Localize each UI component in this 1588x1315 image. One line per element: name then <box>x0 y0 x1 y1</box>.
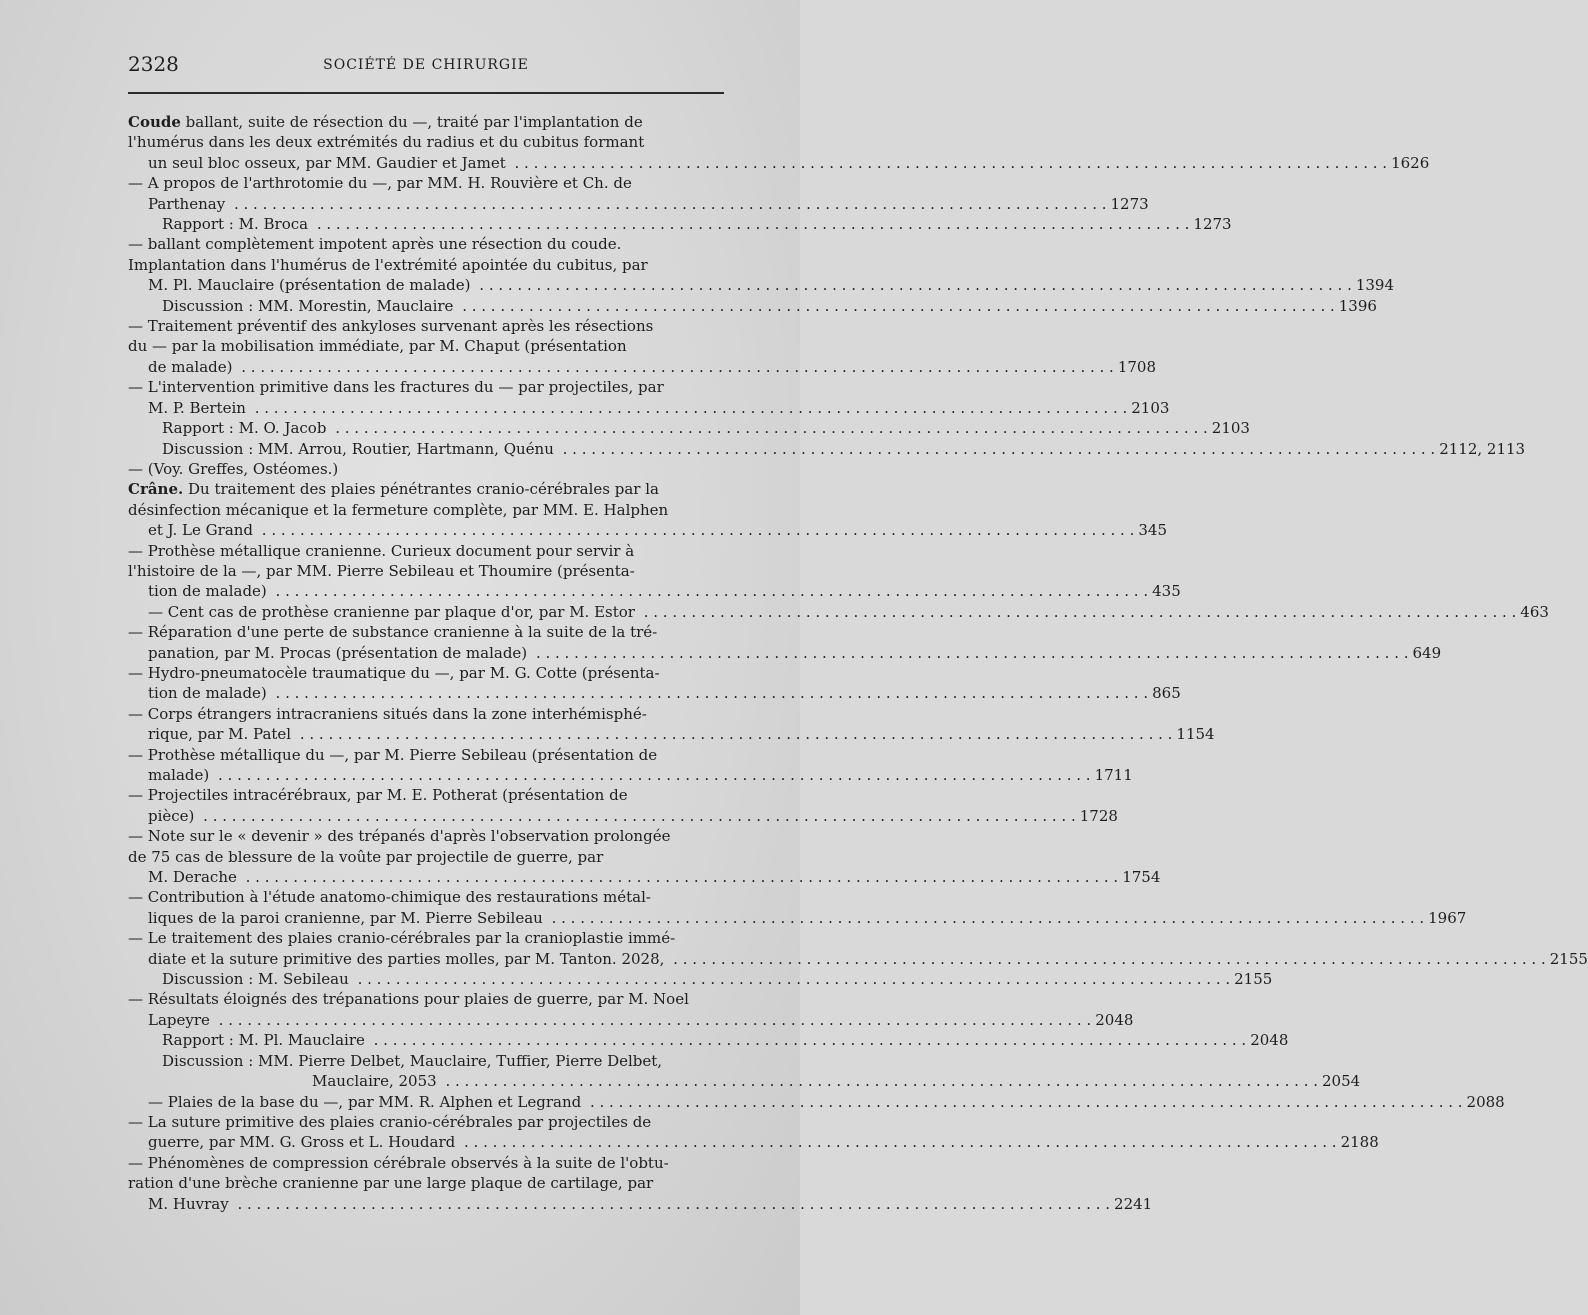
entry-text-line: — La suture primitive des plaies cranio-cérébrales par projectiles de <box>128 1112 652 1131</box>
entry-text-line: M. Huvray <box>148 1194 229 1213</box>
page-reference: 2155 <box>1234 970 1273 989</box>
page-reference: 2103 <box>1131 398 1170 417</box>
entry-text-line: diate et la suture primitive des parties molles, par M. Tanton. 2028, <box>148 949 665 968</box>
page-reference: 2054 <box>1322 1072 1361 1091</box>
entry-text-line: — Prothèse métallique cranienne. Curieux document pour servir à <box>128 541 635 560</box>
dot-leader <box>330 419 1207 437</box>
entry-text-line: — Prothèse métallique du —, par M. Pierre Sebileau (présentation de <box>128 745 658 764</box>
entry-text-line: Discussion : MM. Arrou, Routier, Hartmann, Quénu <box>162 439 554 458</box>
page-reference: 1273 <box>1193 215 1232 234</box>
entry-text-line: Mauclaire, 2053 <box>312 1072 437 1091</box>
page-header <box>128 52 724 84</box>
page-reference: 1754 <box>1122 868 1161 887</box>
dot-leader <box>213 766 1090 784</box>
entry-leader-line <box>162 296 1377 316</box>
entry-leader-line <box>162 439 1526 459</box>
entry-text-line: panation, par M. Procas (présentation de malade) <box>148 643 528 662</box>
entry-text-line: — Phénomènes de compression cérébrale observés à la suite de l'obtu- <box>128 1153 669 1172</box>
index-entry <box>128 928 1588 969</box>
entry-text-line: un seul bloc osseux, par MM. Gaudier et Jamet <box>148 153 506 172</box>
index-entry <box>128 541 1181 602</box>
entry-leader-line <box>148 643 1442 663</box>
dot-leader <box>312 215 1189 233</box>
entry-leader-line <box>162 1071 1361 1091</box>
entry-text-line: et J. Le Grand <box>148 521 254 540</box>
page-number: 2328 <box>128 52 179 76</box>
entry-leader-line <box>148 1132 1379 1152</box>
dot-leader <box>250 399 1127 417</box>
index-entry <box>128 989 1134 1030</box>
page-reference: 2241 <box>1114 1194 1153 1213</box>
entry-text-line: — Traitement préventif des ankyloses survenant après les résections <box>128 317 654 336</box>
entry-text-line: désinfection mécanique et la fermeture complète, par MM. E. Halphen <box>128 500 669 519</box>
entry-text-line: tion de malade) <box>148 582 267 601</box>
entry-text-line: Implantation dans l'humérus de l'extrémité apointée du cubitus, par <box>128 255 648 274</box>
index-subentry <box>128 1051 1361 1092</box>
index-subentry <box>128 214 1232 234</box>
dot-leader <box>229 195 1106 213</box>
entry-text-line: liques de la paroi cranienne, par M. Pierre Sebileau <box>148 908 543 927</box>
index-subentry <box>128 296 1377 316</box>
entry-text-line: Rapport : M. O. Jacob <box>162 419 327 438</box>
entry-text-line: — ballant complètement impotent après une résection du coude. <box>128 235 622 254</box>
entry-text-line: Discussion : M. Sebileau <box>162 970 349 989</box>
index-entry <box>128 1153 1153 1214</box>
entry-text-line: — L'intervention primitive dans les fractures du — par projectiles, par <box>128 378 664 397</box>
dot-leader <box>639 603 1516 621</box>
index-entry <box>128 1112 1379 1153</box>
index-entry <box>128 602 1549 622</box>
index-subentry <box>128 439 1526 459</box>
dot-leader <box>547 909 1424 927</box>
dot-leader <box>475 276 1352 294</box>
entry-leader-line <box>148 520 1167 540</box>
entry-text-line: — (Voy. Greffes, Ostéomes.) <box>128 459 339 478</box>
index-subentry <box>128 969 1273 989</box>
dot-leader <box>271 582 1148 600</box>
entry-text-line: guerre, par MM. G. Gross et L. Houdard <box>148 1133 456 1152</box>
entry-leader-line <box>148 724 1215 744</box>
entry-text-line: — Note sur le « devenir » des trépanés d'après l'observation prolongée <box>128 827 671 846</box>
dot-leader <box>668 950 1545 968</box>
index-entry <box>128 745 1133 786</box>
index-entry <box>128 112 1430 173</box>
entry-leader-line <box>148 806 1118 826</box>
entry-text-line: du — par la mobilisation immédiate, par M. Chaput (présentation <box>128 337 627 356</box>
entry-leader-line <box>148 194 1149 214</box>
page-reference: 2048 <box>1250 1031 1289 1050</box>
entry-text-line: malade) <box>148 766 210 784</box>
entry-text-line: Rapport : M. Pl. Mauclaire <box>162 1031 365 1050</box>
page-reference: 1708 <box>1117 357 1157 376</box>
entry-text-line: — Cent cas de prothèse cranienne par plaque d'or, par M. Estor <box>148 602 635 621</box>
entry-text-line: — Contribution à l'étude anatomo-chimique des restaurations métal- <box>128 888 651 907</box>
entry-text-line: — Résultats éloignés des trépanations pour plaies de guerre, par M. Noel <box>128 990 689 1009</box>
entry-leader-line <box>162 1030 1289 1050</box>
dot-leader <box>369 1031 1246 1049</box>
entry-text-line: l'histoire de la —, par MM. Pierre Sebileau et Thoumire (présenta- <box>128 561 635 580</box>
page-reference: 2088 <box>1466 1092 1505 1111</box>
index-entries <box>128 112 1588 1214</box>
entry-text-line: Crâne. Du traitement des plaies pénétrantes cranio-cérébrales par la <box>128 480 659 499</box>
page-reference: 463 <box>1520 602 1549 621</box>
entry-leader-line <box>162 969 1273 989</box>
entry-text-line: — Hydro-pneumatocèle traumatique du —, par M. G. Cotte (présenta- <box>128 663 660 682</box>
entry-text-line: M. Derache <box>148 868 237 887</box>
index-entry <box>128 704 1215 745</box>
index-entry <box>128 1092 1505 1112</box>
page-reference: 345 <box>1138 521 1167 540</box>
page-reference: 1394 <box>1355 276 1395 295</box>
entry-text-line: — Le traitement des plaies cranio-cérébrales par la cranioplastie immé- <box>128 929 676 948</box>
page-reference: 2112, 2113 <box>1439 439 1526 458</box>
header-rule <box>128 92 724 94</box>
entry-text-line: de malade) <box>148 357 233 376</box>
entry-text-line: Coude ballant, suite de résection du —, traité par l'implantation de <box>128 113 643 131</box>
entry-leader-line <box>148 1092 1505 1112</box>
entry-text-line: Lapeyre <box>148 1010 210 1029</box>
dot-leader <box>510 154 1387 172</box>
running-title: SOCIÉTÉ DE CHIRURGIE <box>323 57 529 73</box>
page-reference: 1273 <box>1110 194 1149 213</box>
entry-text-line: de 75 cas de blessure de la voûte par projectile de guerre, par <box>128 847 604 866</box>
index-entry <box>128 234 1395 295</box>
page-reference: 2048 <box>1095 1010 1134 1029</box>
entry-heading: Coude <box>128 113 181 131</box>
page-reference: 1711 <box>1094 766 1133 784</box>
index-subentry <box>128 418 1250 438</box>
entry-text-line: Discussion : MM. Pierre Delbet, Mauclaire, Tuffier, Pierre Delbet, <box>162 1051 663 1070</box>
page-reference: 1154 <box>1176 725 1215 744</box>
entry-heading: Crâne. <box>128 480 184 499</box>
index-entry <box>128 826 1161 887</box>
entry-leader-line <box>148 357 1157 377</box>
page-reference: 1396 <box>1338 296 1377 315</box>
entry-leader-line <box>162 418 1250 438</box>
index-entry <box>128 459 724 479</box>
entry-text-line: — Réparation d'une perte de substance cranienne à la suite de la tré- <box>128 623 658 642</box>
page-reference: 865 <box>1152 684 1181 703</box>
index-entry <box>128 316 1157 377</box>
dot-leader <box>585 1093 1462 1111</box>
dot-leader <box>257 521 1134 539</box>
dot-leader <box>441 1072 1318 1090</box>
entry-leader-line <box>148 1010 1134 1030</box>
entry-leader-line <box>148 908 1467 928</box>
dot-leader <box>295 725 1172 743</box>
index-entry <box>128 173 1149 214</box>
entry-leader-line <box>148 602 1549 622</box>
dot-leader <box>214 1011 1091 1029</box>
index-subentry <box>128 1030 1289 1050</box>
index-entry <box>128 887 1467 928</box>
entry-text-line: ration d'une brèche cranienne par une large plaque de cartilage, par <box>128 1174 654 1193</box>
entry-text-line: Rapport : M. Broca <box>162 215 309 234</box>
page-reference: 1728 <box>1079 806 1118 825</box>
page-reference: 649 <box>1412 643 1442 662</box>
dot-leader <box>457 297 1334 315</box>
entry-text-line: Discussion : MM. Morestin, Mauclaire <box>162 296 454 315</box>
entry-leader-line <box>148 1194 1153 1214</box>
page-reference: 2155 <box>1549 949 1588 968</box>
dot-leader <box>241 868 1118 886</box>
entry-leader-line <box>148 275 1395 295</box>
page-reference: 1626 <box>1391 153 1430 172</box>
entry-leader-line <box>148 683 1181 703</box>
dot-leader <box>237 358 1114 376</box>
entry-text-line: M. P. Bertein <box>148 398 246 417</box>
page-reference: 435 <box>1152 582 1181 601</box>
entry-text-line: — A propos de l'arthrotomie du —, par MM. H. Rouvière et Ch. de <box>128 174 632 193</box>
entry-leader-line <box>148 765 1133 785</box>
page-reference: 2103 <box>1211 419 1250 438</box>
index-entry <box>128 663 1181 704</box>
page-reference: 1967 <box>1428 908 1467 927</box>
entry-text-line: l'humérus dans les deux extrémités du radius et du cubitus formant <box>128 133 645 152</box>
entry-leader-line <box>148 153 1430 173</box>
entry-text-line: — Corps étrangers intracraniens situés dans la zone interhémisphé- <box>128 704 647 723</box>
entry-text-line: — Plaies de la base du —, par MM. R. Alphen et Legrand <box>148 1092 582 1111</box>
entry-leader-line <box>162 214 1232 234</box>
dot-leader <box>558 440 1435 458</box>
dot-leader <box>353 970 1230 988</box>
dot-leader <box>271 684 1148 702</box>
entry-leader-line <box>148 581 1181 601</box>
index-entry <box>128 785 1118 826</box>
dot-leader <box>198 807 1075 825</box>
dot-leader <box>233 1195 1110 1213</box>
entry-text-line: tion de malade) <box>148 684 267 703</box>
dot-leader <box>459 1133 1336 1151</box>
index-entry <box>128 622 1442 663</box>
index-entry <box>128 479 1167 540</box>
entry-text-line: pièce) <box>148 806 195 825</box>
entry-leader-line <box>148 398 1170 418</box>
entry-text-line: Parthenay <box>148 194 226 213</box>
entry-text-line: M. Pl. Mauclaire (présentation de malade) <box>148 276 471 295</box>
page-reference: 2188 <box>1340 1133 1379 1152</box>
entry-text-line: rique, par M. Patel <box>148 725 292 744</box>
entry-leader-line <box>148 867 1161 887</box>
entry-text-line: — Projectiles intracérébraux, par M. E. Potherat (présentation de <box>128 786 628 805</box>
dot-leader <box>531 644 1408 662</box>
index-entry <box>128 377 1170 418</box>
entry-leader-line <box>148 949 1588 969</box>
